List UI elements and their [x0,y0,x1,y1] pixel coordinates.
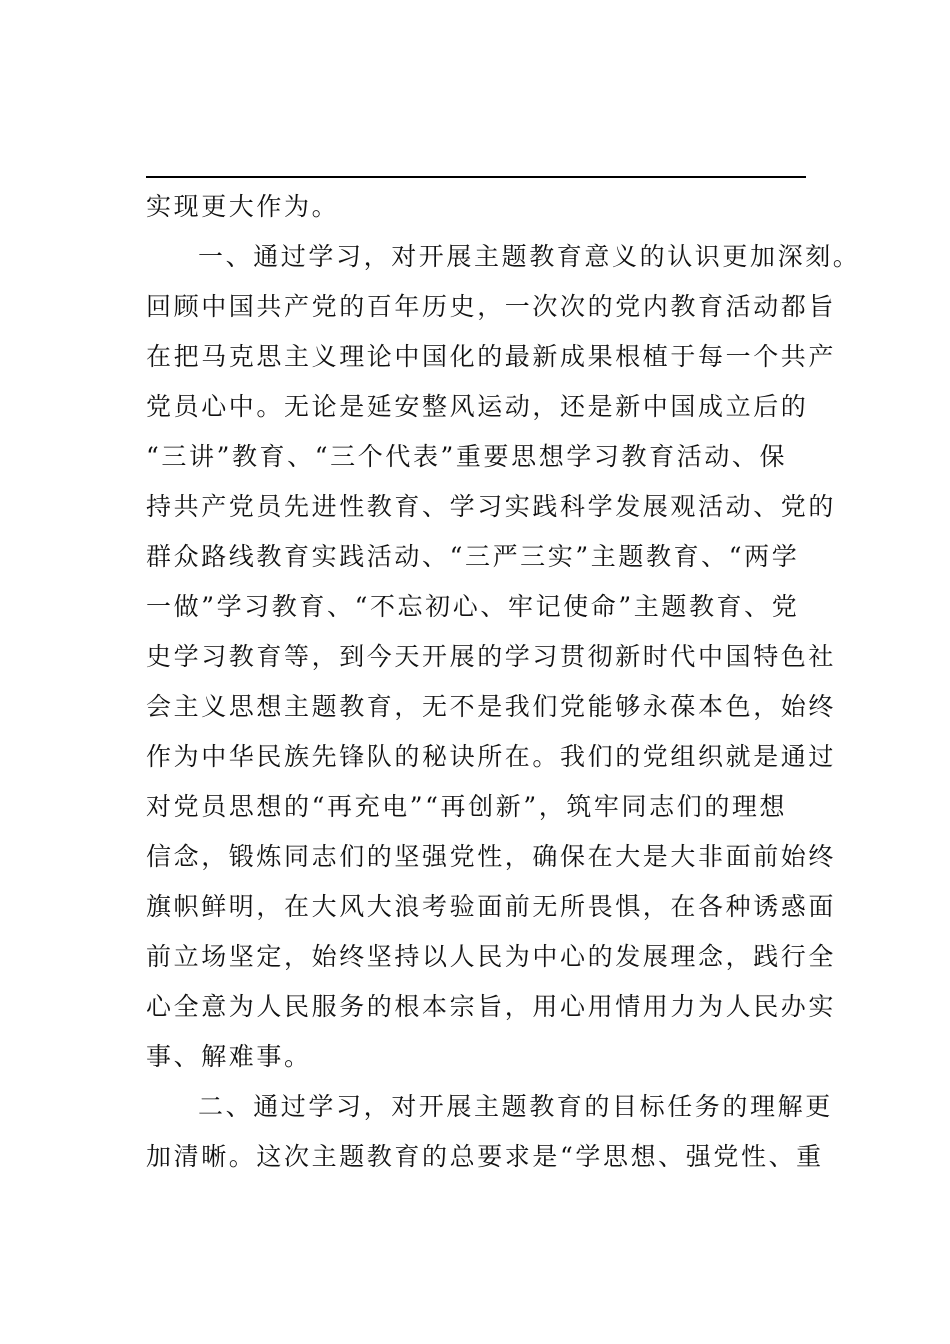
text-line: 二、通过学习，对开展主题教育的目标任务的理解更 [198,1092,833,1121]
text-line: 一、通过学习，对开展主题教育意义的认识更加深刻。 [198,242,861,271]
text-line: 信念，锻炼同志们的坚强党性，确保在大是大非面前始终 [146,842,837,871]
text-line: 一做”学习教育、“不忘初心、牢记使命”主题教育、党 [146,592,800,621]
text-line: 对党员思想的“再充电”“再创新”，筑牢同志们的理想 [146,792,788,821]
paragraph [146,232,861,1082]
text-line: “三讲”教育、“三个代表”重要思想学习教育活动、保 [146,442,788,471]
text-line: 作为中华民族先锋队的秘诀所在。我们的党组织就是通过 [146,742,837,771]
text-line: 史学习教育等，到今天开展的学习贯彻新时代中国特色社 [146,642,837,671]
text-line: 心全意为人民服务的根本宗旨，用心用情用力为人民办实 [146,992,837,1021]
text-line: 持共产党员先进性教育、学习实践科学发展观活动、党的 [146,492,837,521]
document-body [146,182,861,1182]
text-line: 事、解难事。 [146,1042,312,1071]
text-line: 旗帜鲜明，在大风大浪考验面前无所畏惧，在各种诱惑面 [146,892,837,921]
text-line: 群众路线教育实践活动、“三严三实”主题教育、“两学 [146,542,800,571]
paragraph [146,182,846,232]
header-rule [146,176,806,178]
text-line: 党员心中。无论是延安整风运动，还是新中国成立后的 [146,392,809,421]
paragraph [146,1082,846,1182]
text-line: 回顾中国共产党的百年历史，一次次的党内教育活动都旨 [146,292,837,321]
text-line: 会主义思想主题教育，无不是我们党能够永葆本色，始终 [146,692,837,721]
text-line: 前立场坚定，始终坚持以人民为中心的发展理念，践行全 [146,942,837,971]
text-line: 在把马克思主义理论中国化的最新成果根植于每一个共产 [146,342,837,371]
text-line: 加清晰。这次主题教育的总要求是“学思想、强党性、重 [146,1142,824,1171]
text-line: 实现更大作为。 [146,192,340,221]
